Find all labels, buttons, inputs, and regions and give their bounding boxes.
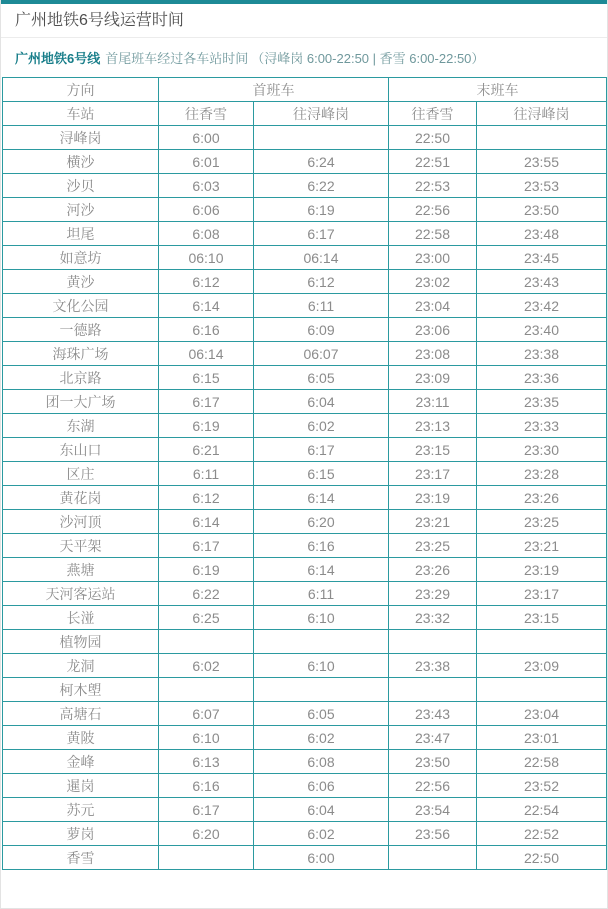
- time-cell: 23:56: [389, 822, 477, 846]
- table-row: [3, 246, 607, 270]
- time-cell: 06:10: [159, 246, 254, 270]
- time-cell: 6:10: [254, 606, 389, 630]
- time-cell: [389, 630, 477, 654]
- station-name-cell: 柯木塱: [3, 678, 159, 702]
- line-name-label: 广州地铁6号线: [15, 51, 101, 66]
- table-row: [3, 198, 607, 222]
- subtitle-bar: [1, 38, 607, 77]
- subtitle-text: 首尾班车经过各车站时间: [105, 51, 249, 66]
- time-cell: [477, 126, 607, 150]
- station-name-cell: 坦尾: [3, 222, 159, 246]
- time-cell: 6:16: [159, 318, 254, 342]
- time-cell: 6:04: [254, 798, 389, 822]
- time-cell: 6:13: [159, 750, 254, 774]
- time-cell: 6:08: [254, 750, 389, 774]
- time-cell: 23:36: [477, 366, 607, 390]
- station-name-cell: 黄沙: [3, 270, 159, 294]
- time-cell: 23:53: [477, 174, 607, 198]
- table-row: [3, 702, 607, 726]
- time-cell: 23:55: [477, 150, 607, 174]
- time-cell: 23:02: [389, 270, 477, 294]
- time-cell: 6:10: [254, 654, 389, 678]
- time-cell: 23:28: [477, 462, 607, 486]
- time-cell: 23:38: [389, 654, 477, 678]
- time-cell: 6:02: [159, 654, 254, 678]
- table-row: [3, 438, 607, 462]
- station-name-cell: 金峰: [3, 750, 159, 774]
- station-name-cell: 如意坊: [3, 246, 159, 270]
- time-cell: 6:00: [159, 126, 254, 150]
- station-name-cell: 黄花岗: [3, 486, 159, 510]
- time-cell: 23:17: [477, 582, 607, 606]
- time-cell: 6:21: [159, 438, 254, 462]
- time-cell: 06:14: [159, 342, 254, 366]
- table-row: [3, 174, 607, 198]
- time-cell: 23:47: [389, 726, 477, 750]
- time-cell: [254, 630, 389, 654]
- table-row: [3, 798, 607, 822]
- time-cell: 6:02: [254, 726, 389, 750]
- time-cell: 6:09: [254, 318, 389, 342]
- time-cell: 6:12: [254, 270, 389, 294]
- table-row: [3, 774, 607, 798]
- time-cell: 23:30: [477, 438, 607, 462]
- time-cell: 22:51: [389, 150, 477, 174]
- table-row: [3, 582, 607, 606]
- time-cell: 6:19: [159, 414, 254, 438]
- time-cell: [254, 126, 389, 150]
- page-title: 广州地铁6号线运营时间: [1, 4, 607, 38]
- time-cell: 6:15: [159, 366, 254, 390]
- station-name-cell: 团一大广场: [3, 390, 159, 414]
- time-cell: 23:15: [389, 438, 477, 462]
- first-train-header-cell: 首班车: [159, 78, 389, 102]
- header-row-station: [3, 102, 607, 126]
- table-row: [3, 606, 607, 630]
- time-cell: 23:50: [389, 750, 477, 774]
- timetable-body: [3, 126, 607, 870]
- station-name-cell: 燕塘: [3, 558, 159, 582]
- time-cell: 23:06: [389, 318, 477, 342]
- table-row: [3, 294, 607, 318]
- time-cell: [159, 846, 254, 870]
- time-cell: [389, 846, 477, 870]
- time-cell: 6:17: [159, 534, 254, 558]
- station-name-cell: 文化公园: [3, 294, 159, 318]
- time-cell: 23:19: [477, 558, 607, 582]
- time-cell: 23:26: [477, 486, 607, 510]
- time-cell: 23:33: [477, 414, 607, 438]
- time-cell: 6:14: [159, 294, 254, 318]
- station-name-cell: 东湖: [3, 414, 159, 438]
- station-name-cell: 东山口: [3, 438, 159, 462]
- time-cell: 23:43: [477, 270, 607, 294]
- time-cell: 22:52: [477, 822, 607, 846]
- table-row: [3, 558, 607, 582]
- time-cell: 22:50: [477, 846, 607, 870]
- time-cell: 23:42: [477, 294, 607, 318]
- time-cell: 23:08: [389, 342, 477, 366]
- table-row: [3, 630, 607, 654]
- time-cell: [159, 630, 254, 654]
- time-cell: 23:09: [389, 366, 477, 390]
- time-cell: 23:09: [477, 654, 607, 678]
- time-cell: 23:17: [389, 462, 477, 486]
- time-cell: 23:01: [477, 726, 607, 750]
- table-row: [3, 270, 607, 294]
- time-cell: 23:21: [389, 510, 477, 534]
- station-name-cell: 沙河顶: [3, 510, 159, 534]
- time-cell: 23:15: [477, 606, 607, 630]
- time-cell: 23:45: [477, 246, 607, 270]
- direction-header-cell: 方向: [3, 78, 159, 102]
- time-cell: 6:00: [254, 846, 389, 870]
- station-name-cell: 高塘石: [3, 702, 159, 726]
- table-row: [3, 510, 607, 534]
- time-cell: 6:06: [159, 198, 254, 222]
- table-row: [3, 726, 607, 750]
- station-name-cell: 区庄: [3, 462, 159, 486]
- time-cell: 23:21: [477, 534, 607, 558]
- station-name-cell: 海珠广场: [3, 342, 159, 366]
- time-cell: 6:16: [254, 534, 389, 558]
- time-cell: 6:22: [159, 582, 254, 606]
- time-cell: 23:26: [389, 558, 477, 582]
- time-cell: 6:25: [159, 606, 254, 630]
- last-train-header-cell: 末班车: [389, 78, 607, 102]
- time-cell: 6:15: [254, 462, 389, 486]
- time-cell: 6:12: [159, 486, 254, 510]
- timetable: [2, 77, 607, 870]
- time-cell: 23:38: [477, 342, 607, 366]
- station-name-cell: 黄陂: [3, 726, 159, 750]
- time-cell: [254, 678, 389, 702]
- time-cell: 22:56: [389, 198, 477, 222]
- last-to-xiangxue-header-cell: 往香雪: [389, 102, 477, 126]
- time-cell: 23:13: [389, 414, 477, 438]
- time-cell: 22:56: [389, 774, 477, 798]
- time-cell: 6:24: [254, 150, 389, 174]
- last-to-xunfenggang-header-cell: 往浔峰岗: [477, 102, 607, 126]
- time-cell: 6:02: [254, 414, 389, 438]
- time-cell: 6:16: [159, 774, 254, 798]
- time-cell: 23:11: [389, 390, 477, 414]
- station-name-cell: 暹岗: [3, 774, 159, 798]
- time-cell: 6:20: [159, 822, 254, 846]
- station-name-cell: 浔峰岗: [3, 126, 159, 150]
- time-cell: 23:25: [389, 534, 477, 558]
- table-row: [3, 462, 607, 486]
- first-to-xunfenggang-header-cell: 往浔峰岗: [254, 102, 389, 126]
- time-cell: [477, 678, 607, 702]
- time-cell: 6:11: [254, 294, 389, 318]
- time-cell: 6:20: [254, 510, 389, 534]
- time-cell: 6:01: [159, 150, 254, 174]
- station-name-cell: 天河客运站: [3, 582, 159, 606]
- timetable-head: [3, 78, 607, 126]
- station-name-cell: 沙贝: [3, 174, 159, 198]
- time-cell: 6:19: [159, 558, 254, 582]
- time-cell: 23:25: [477, 510, 607, 534]
- time-cell: 22:50: [389, 126, 477, 150]
- time-cell: 6:14: [159, 510, 254, 534]
- time-cell: 6:17: [159, 390, 254, 414]
- header-row-direction: [3, 78, 607, 102]
- time-cell: 6:08: [159, 222, 254, 246]
- time-cell: 23:50: [477, 198, 607, 222]
- time-cell: 6:11: [159, 462, 254, 486]
- time-cell: 22:58: [389, 222, 477, 246]
- time-cell: 6:14: [254, 558, 389, 582]
- time-cell: 6:17: [254, 438, 389, 462]
- table-row: [3, 222, 607, 246]
- table-row: [3, 750, 607, 774]
- station-name-cell: 北京路: [3, 366, 159, 390]
- service-range-text: （浔峰岗 6:00-22:50 | 香雪 6:00-22:50）: [251, 51, 485, 66]
- table-row: [3, 150, 607, 174]
- time-cell: 23:32: [389, 606, 477, 630]
- time-cell: 6:07: [159, 702, 254, 726]
- table-row: [3, 318, 607, 342]
- time-cell: 6:02: [254, 822, 389, 846]
- time-cell: 23:54: [389, 798, 477, 822]
- time-cell: 6:12: [159, 270, 254, 294]
- time-cell: 22:58: [477, 750, 607, 774]
- time-cell: 6:22: [254, 174, 389, 198]
- station-name-cell: 长湴: [3, 606, 159, 630]
- table-row: [3, 822, 607, 846]
- table-row: [3, 846, 607, 870]
- station-name-cell: 萝岗: [3, 822, 159, 846]
- table-row: [3, 414, 607, 438]
- time-cell: 23:29: [389, 582, 477, 606]
- table-row: [3, 126, 607, 150]
- table-row: [3, 678, 607, 702]
- time-cell: 6:14: [254, 486, 389, 510]
- first-to-xiangxue-header-cell: 往香雪: [159, 102, 254, 126]
- time-cell: 23:00: [389, 246, 477, 270]
- time-cell: 23:35: [477, 390, 607, 414]
- time-cell: 6:06: [254, 774, 389, 798]
- station-name-cell: 河沙: [3, 198, 159, 222]
- time-cell: 06:14: [254, 246, 389, 270]
- time-cell: 6:05: [254, 702, 389, 726]
- time-cell: 22:54: [477, 798, 607, 822]
- time-cell: 6:17: [159, 798, 254, 822]
- table-row: [3, 486, 607, 510]
- station-name-cell: 天平架: [3, 534, 159, 558]
- table-row: [3, 366, 607, 390]
- time-cell: 23:48: [477, 222, 607, 246]
- station-name-cell: 横沙: [3, 150, 159, 174]
- station-name-cell: 龙洞: [3, 654, 159, 678]
- station-name-cell: 香雪: [3, 846, 159, 870]
- time-cell: 23:19: [389, 486, 477, 510]
- time-cell: [389, 678, 477, 702]
- time-cell: 6:19: [254, 198, 389, 222]
- time-cell: 6:04: [254, 390, 389, 414]
- time-cell: [159, 678, 254, 702]
- time-cell: 22:53: [389, 174, 477, 198]
- time-cell: 23:04: [477, 702, 607, 726]
- table-row: [3, 534, 607, 558]
- station-name-cell: 植物园: [3, 630, 159, 654]
- time-cell: 6:10: [159, 726, 254, 750]
- time-cell: 6:11: [254, 582, 389, 606]
- table-row: [3, 342, 607, 366]
- time-cell: 6:17: [254, 222, 389, 246]
- time-cell: [477, 630, 607, 654]
- table-row: [3, 654, 607, 678]
- station-name-cell: 一德路: [3, 318, 159, 342]
- time-cell: 6:05: [254, 366, 389, 390]
- time-cell: 23:04: [389, 294, 477, 318]
- time-cell: 23:40: [477, 318, 607, 342]
- station-header-cell: 车站: [3, 102, 159, 126]
- time-cell: 6:03: [159, 174, 254, 198]
- table-row: [3, 390, 607, 414]
- time-cell: 23:52: [477, 774, 607, 798]
- station-name-cell: 苏元: [3, 798, 159, 822]
- time-cell: 23:43: [389, 702, 477, 726]
- time-cell: 06:07: [254, 342, 389, 366]
